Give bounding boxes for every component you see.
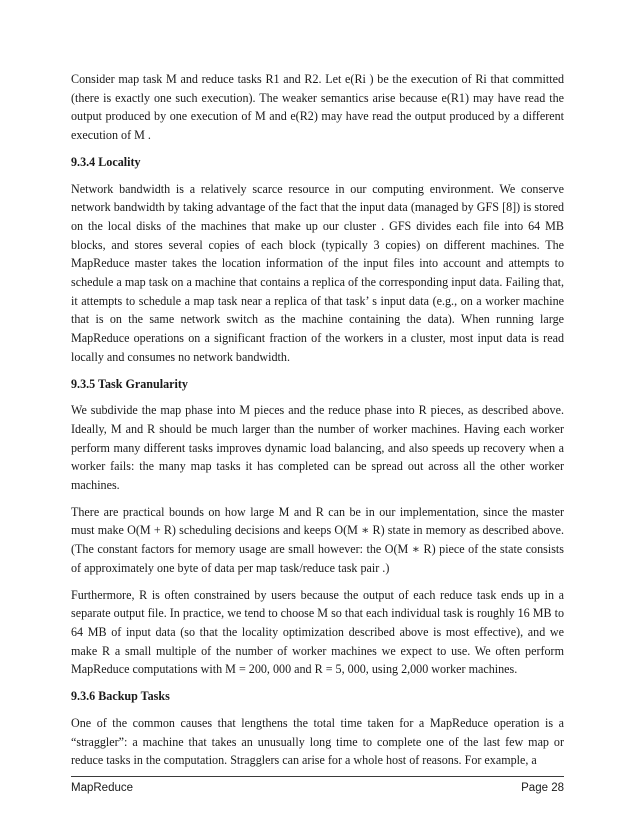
page-body [71, 70, 564, 778]
section-heading-locality: 9.3.4 Locality [71, 154, 141, 169]
paragraph-backup-tasks: One of the common causes that lengthens the total time taken for a MapReduce operation is a “straggler”: a machine that takes an unusually long time to complete one of the last few map or reduce tasks in the computation. Stragglers can arise for a whole host of reasons. For example, a [71, 715, 564, 768]
paragraph-semantics: Consider map task M and reduce tasks R1 and R2. Let e(Ri ) be the execution of Ri that committed (there is exactly one such execution). The weaker semantics arise because e(R1) may have read the output produced by one execution of M and e(R2) may have read the output produced by a different execution of M . [71, 72, 564, 143]
page-footer [71, 782, 564, 794]
footer-title: MapReduce [71, 782, 134, 794]
footer-divider [71, 776, 564, 777]
paragraph-locality: Network bandwidth is a relatively scarce resource in our computing environment. We conserve network bandwidth by taking advantage of the fact that the input data (managed by GFS [8]) is stored on the local disks of the machines that make up our cluster . GFS divides each file into 64 MB blocks, and stores several copies of each block (typically 3 copies) on different machines. The MapReduce master takes the location information of the input files into account and attempts to schedule a map task on a machine that contains a replica of the corresponding input data. Failing that, it attempts to schedule a map task near a replica of that task’ s input data (e.g., on a worker machine that is on the same network switch as the machine containing the data). When running large MapReduce operations on a significant fraction of the workers in a cluster, most input data is read locally and consumes no network bandwidth. [71, 181, 564, 364]
paragraph-granularity-bounds: There are practical bounds on how large M and R can be in our implementation, since the master must make O(M + R) scheduling decisions and keeps O(M ∗ R) state in memory as described above. (The constant factors for memory usage are small however: the O(M ∗ R) piece of the state consists of approximately one byte of data per map task/reduce task pair .) [71, 504, 564, 575]
paragraph-granularity-intro: We subdivide the map phase into M pieces and the reduce phase into R pieces, as described above. Ideally, M and R should be much larger than the number of worker machines. Having each worker perform many different tasks improves dynamic load balancing, and also speeds up recovery when a worker fails: the many map tasks it has completed can be spread out across all the other worker machines. [71, 403, 564, 493]
section-heading-backup-tasks: 9.3.6 Backup Tasks [71, 689, 170, 704]
section-heading-task-granularity: 9.3.5 Task Granularity [71, 376, 188, 391]
page-number: Page 28 [521, 782, 564, 794]
paragraph-granularity-choice: Furthermore, R is often constrained by users because the output of each reduce task ends up in a separate output file. In practice, we tend to choose M so that each individual task is roughly 16 MB to 64 MB of input data (so that the locality optimization described above is most effective), and we make R a small multiple of the number of worker machines we expect to use. We often perform MapReduce computations with M = 200, 000 and R = 5, 000, using 2,000 worker machines. [71, 587, 564, 677]
